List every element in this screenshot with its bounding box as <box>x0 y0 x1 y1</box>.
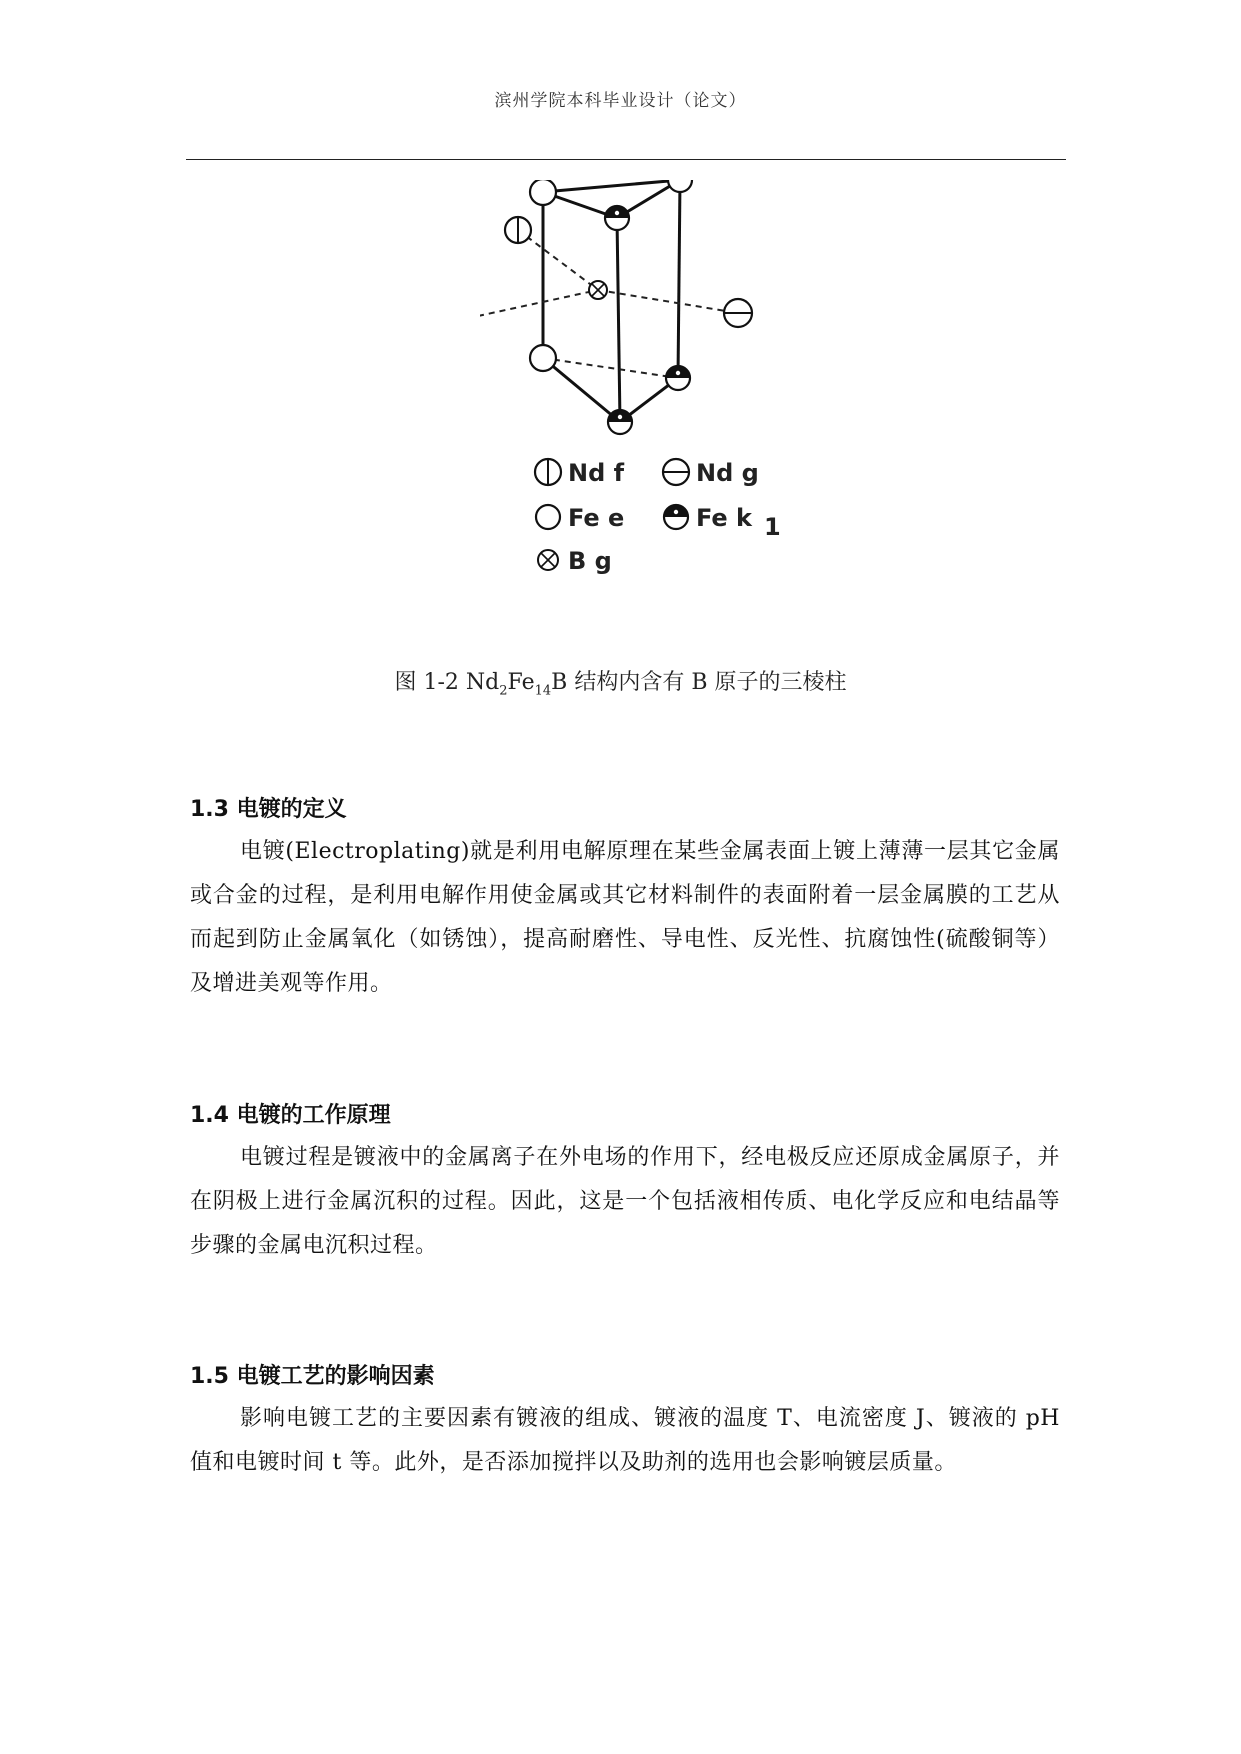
fe-e-atom <box>530 345 556 371</box>
fe-e-atom <box>530 180 556 205</box>
section-paragraph-1-4: 电镀过程是镀液中的金属离子在外电场的作用下，经电极反应还原成金属原子，并在阴极上进行金属沉积的过程。因此，这是一个包括液相传质、电化学反应和电结晶等步骤的金属电沉积过程。 <box>190 1145 1060 1258</box>
caption-sub1: 2 <box>499 683 508 699</box>
legend-item-nd-g <box>663 459 759 487</box>
section-title-1-4: 1.4 电镀的工作原理 <box>190 1103 391 1128</box>
fe-k1-atom <box>666 366 690 390</box>
prism-dashed-edges <box>480 230 738 378</box>
prism-structure-figure <box>480 180 860 650</box>
figure-legend <box>535 459 781 575</box>
legend-label-fe-k: Fe k <box>696 504 753 532</box>
legend-label-fe-k-subscript: 1 <box>764 513 781 541</box>
figure-caption <box>0 665 1241 698</box>
nd-g-atom <box>724 299 752 327</box>
legend-item-fe-e <box>536 504 624 532</box>
section-title-1-5: 1.5 电镀工艺的影响因素 <box>190 1364 435 1389</box>
section-title-1-3: 1.3 电镀的定义 <box>190 797 347 822</box>
fe-k1-atom <box>668 180 692 192</box>
legend-label-b-g: B g <box>568 547 612 575</box>
legend-item-fe-k1 <box>664 504 781 541</box>
legend-label-fe-e: Fe e <box>568 504 625 532</box>
fe-k1-atom <box>605 206 629 230</box>
nd-f-atom <box>505 217 531 243</box>
legend-label-nd-g: Nd g <box>696 459 759 487</box>
section-paragraph-1-5: 影响电镀工艺的主要因素有镀液的组成、镀液的温度 T、电流密度 J、镀液的 pH 值和电镀时间 t 等。此外，是否添加搅拌以及助剂的选用也会影响镀层质量。 <box>190 1406 1060 1475</box>
legend-item-b-g <box>538 547 612 575</box>
section-paragraph-1-3: 电镀(Electroplating)就是利用电解原理在某些金属表面上镀上薄薄一层其它金属或合金的过程，是利用电解作用使金属或其它材料制件的表面附着一层金属膜的工艺从而起到防止金属氧化（如锈蚀），提高耐磨性、导电性、反光性、抗腐蚀性(硫酸铜等）及增进美观等作用。 <box>190 839 1060 996</box>
fe-k1-atom <box>608 410 632 434</box>
header-rule <box>186 159 1066 160</box>
caption-sub2: 14 <box>534 683 552 699</box>
page-header: 滨州学院本科毕业设计（论文） <box>494 91 747 111</box>
b-g-atom <box>589 281 607 299</box>
caption-suffix: B 结构内含有 B 原子的三棱柱 <box>551 670 847 695</box>
caption-mid: Fe <box>507 670 535 695</box>
legend-item-nd-f <box>535 459 625 487</box>
legend-label-nd-f: Nd f <box>568 459 625 487</box>
caption-prefix: 图 1-2 Nd <box>394 670 500 695</box>
